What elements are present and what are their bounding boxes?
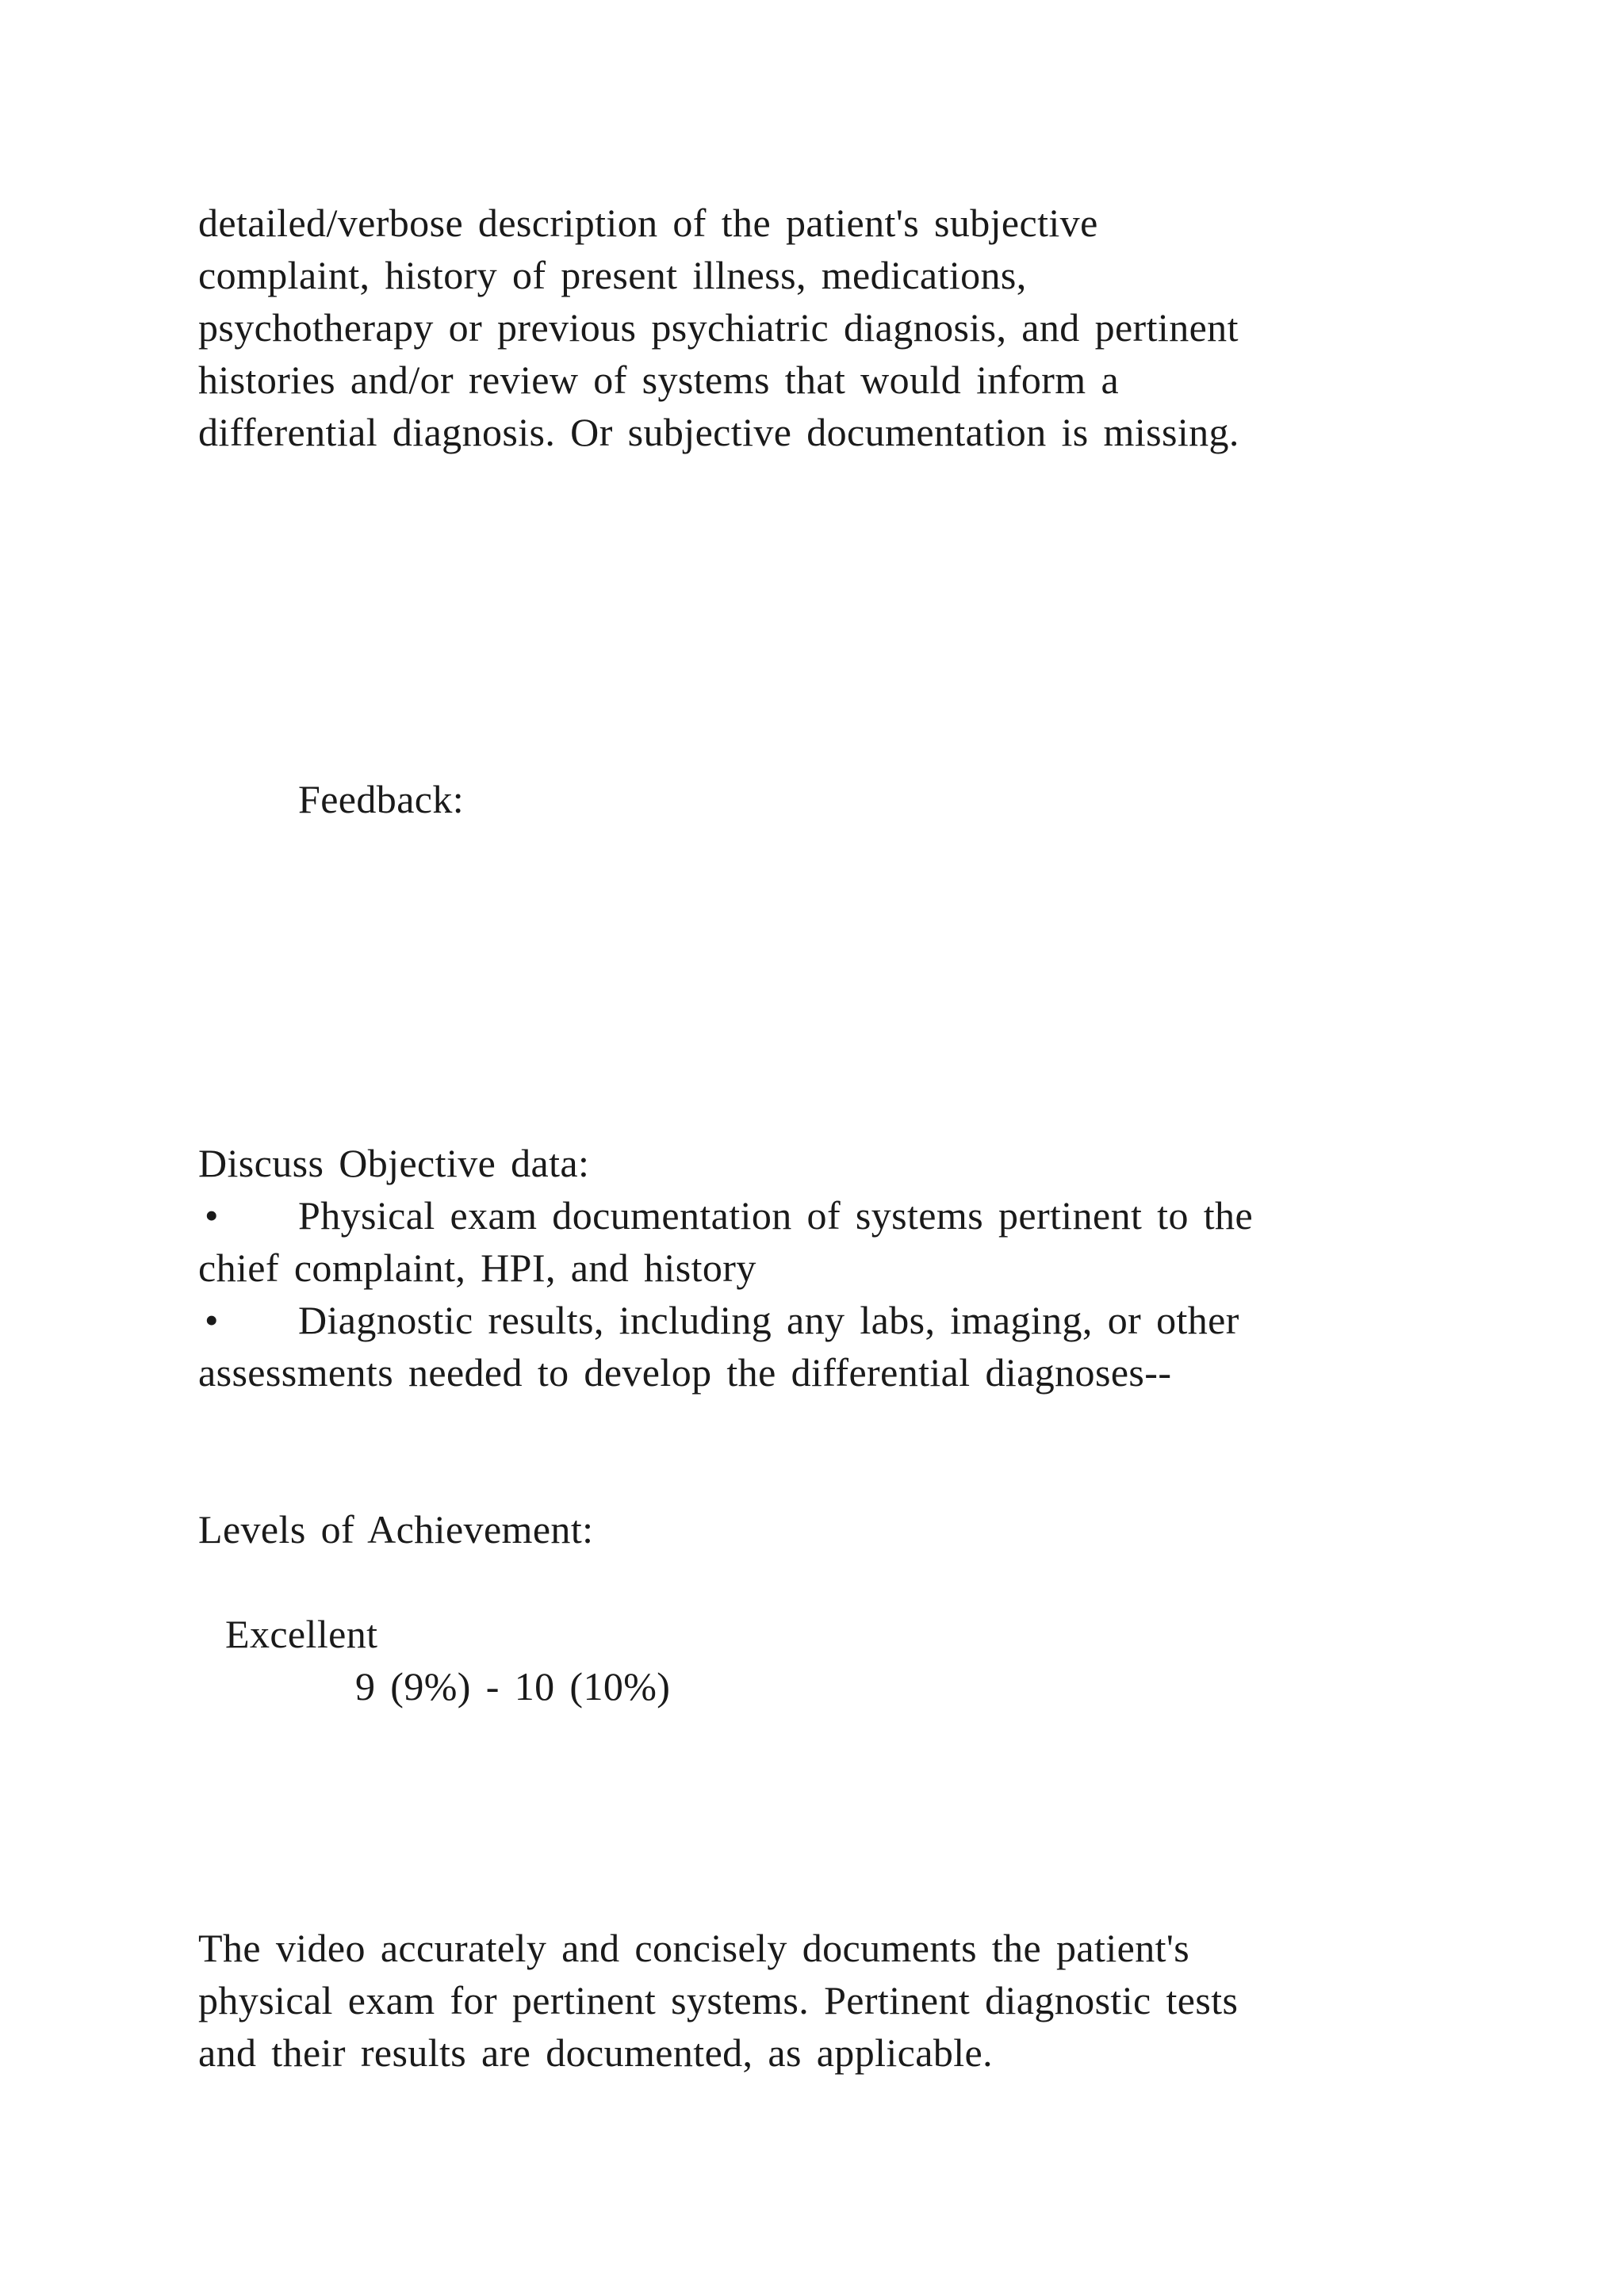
level-name: Excellent <box>225 1612 378 1656</box>
paragraph-1-line-1: detailed/verbose description of the patient's subjective <box>198 201 1098 245</box>
bullet-1-line-1: Physical exam documentation of systems pertinent to the <box>298 1193 1254 1238</box>
paragraph-1-line-5: differential diagnosis. Or subjective documentation is missing. <box>198 410 1239 454</box>
bullet-2-line-1: Diagnostic results, including any labs, imaging, or other <box>298 1298 1239 1342</box>
objective-heading: Discuss Objective data: <box>198 1141 590 1185</box>
paragraph-2-line-3: and their results are documented, as applicable. <box>198 2030 994 2075</box>
bullet-1-line-2: chief complaint, HPI, and history <box>198 1246 756 1290</box>
levels-heading: Levels of Achievement: <box>198 1507 594 1552</box>
paragraph-1-line-2: complaint, history of present illness, medications, <box>198 253 1027 297</box>
bullet-2-line-2: assessments needed to develop the differential diagnoses-- <box>198 1350 1172 1395</box>
paragraph-2-line-1: The video accurately and concisely documents the patient's <box>198 1926 1190 1970</box>
feedback-label: Feedback: <box>298 777 465 821</box>
paragraph-1-line-3: psychotherapy or previous psychiatric diagnosis, and pertinent <box>198 305 1239 350</box>
level-range: 9 (9%) - 10 (10%) <box>355 1664 671 1709</box>
bullet-marker-2: • <box>205 1298 219 1342</box>
paragraph-1-line-4: histories and/or review of systems that would inform a <box>198 358 1120 402</box>
bullet-marker-1: • <box>205 1193 219 1238</box>
paragraph-2-line-2: physical exam for pertinent systems. Pertinent diagnostic tests <box>198 1978 1239 2022</box>
